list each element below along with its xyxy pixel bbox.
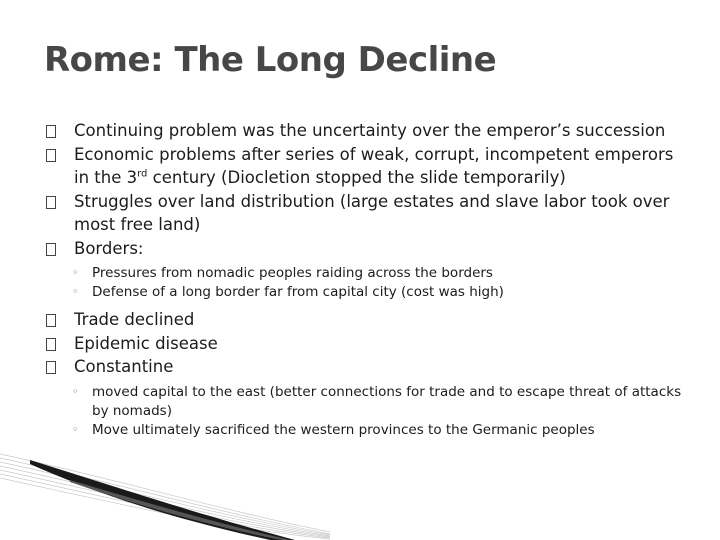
- sub-bullet-item: [46, 283, 686, 302]
- bullet-item: [46, 119, 686, 143]
- sub-bullet-item: [46, 383, 686, 421]
- square-bullet-icon: [46, 338, 56, 351]
- sub-bullet-item: [46, 264, 686, 283]
- superscript: rd: [137, 168, 148, 180]
- sub-bullet-list: [46, 383, 686, 440]
- sub-bullet-text: Defense of a long border far from capital city (cost was high): [92, 284, 504, 300]
- sub-bullet-text: Pressures from nomadic peoples raiding across the borders: [92, 265, 493, 281]
- square-bullet-icon: [46, 196, 56, 209]
- bullet-text: Borders:: [74, 238, 144, 258]
- bullet-text: Trade declined: [74, 310, 195, 329]
- slide-title: Rome: The Long Decline: [44, 40, 497, 80]
- bullet-item: [46, 332, 686, 356]
- sub-bullet-text: moved capital to the east (better connections for trade and to escape threat of attacks by nomads): [92, 383, 682, 419]
- square-bullet-icon: [46, 125, 56, 138]
- bullet-text-part: century (Diocletion stopped the slide temporarily): [147, 168, 566, 187]
- bullet-item: [46, 308, 686, 332]
- bullet-text: Continuing problem was the uncertainty over the emperor’s succession: [74, 121, 666, 140]
- bullet-text: Struggles over land distribution (large estates and slave labor took over most free land): [74, 191, 670, 234]
- square-bullet-icon: [46, 361, 56, 374]
- bullet-list: [46, 119, 686, 446]
- bullet-text: Epidemic disease: [74, 333, 218, 353]
- bullet-item: [46, 190, 686, 237]
- sub-bullet-text: Move ultimately sacrificed the western provinces to the Germanic peoples: [92, 421, 595, 438]
- circle-bullet-icon: ◦: [72, 266, 79, 279]
- bullet-item: [46, 143, 686, 190]
- bullet-item: [46, 355, 686, 379]
- sub-bullet-item: [46, 421, 686, 440]
- sub-bullet-list: [46, 264, 686, 302]
- circle-bullet-icon: ◦: [72, 422, 79, 436]
- decorative-swoosh: [0, 440, 720, 540]
- circle-bullet-icon: ◦: [72, 384, 79, 398]
- square-bullet-icon: [46, 243, 56, 256]
- square-bullet-icon: [46, 149, 56, 162]
- circle-bullet-icon: ◦: [72, 285, 79, 298]
- bullet-item: [46, 237, 686, 261]
- bullet-text-part: Economic problems after series of weak, corrupt, incompetent emperors in the 3: [74, 144, 674, 187]
- bullet-text: Constantine: [74, 357, 174, 376]
- square-bullet-icon: [46, 314, 56, 327]
